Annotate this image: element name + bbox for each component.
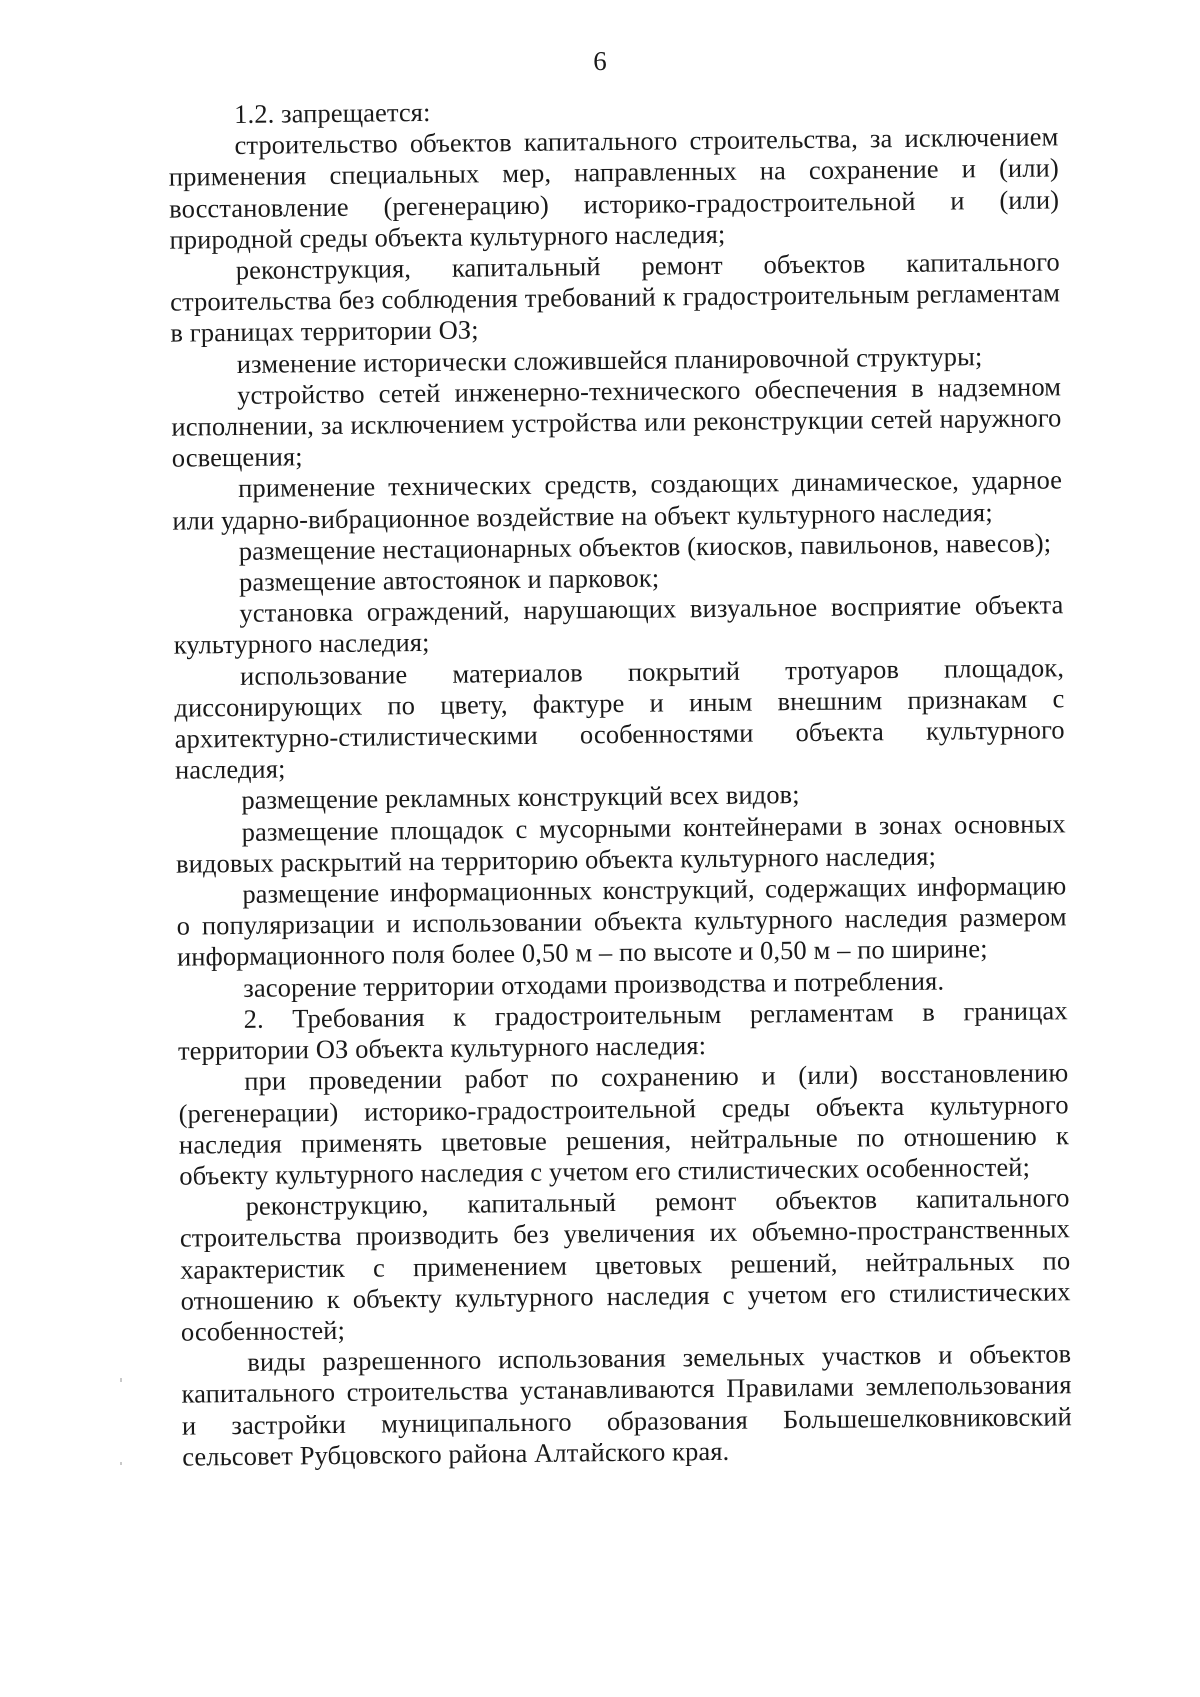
paragraph-color-solutions: при проведении работ по сохранению и (или) восстановлению (регенерации) историко-градостроительной среды объекта культурного наследия применять цветовые решения, нейтральные по отношению к объекту культурного наследия с учетом его стилистических особенностей; [178, 1057, 1070, 1191]
paragraph-waste-containers: размещение площадок с мусорными контейнерами в зонах основных видовых раскрытий на территорию объекта культурного наследия; [175, 807, 1066, 879]
paragraph-non-stationary-objects: размещение нестационарных объектов (киосков, павильонов, навесов); [238, 527, 1052, 566]
page-number: 6 [593, 46, 607, 76]
paragraph-permitted-use: виды разрешенного использования земельных участков и объектов капитального строительства устанавливаются Правилами землепользования и застройки муниципального образования Большешелковниковский сельсовет Рубцовского района Алтайского края. [181, 1338, 1073, 1472]
paragraph-information-structures: размещение информационных конструкций, содержащих информацию о популяризации и использовании объекта культурного наследия размером информационного поля более 0,50 м – по высоте и 0,50 м – по ширине; [176, 870, 1067, 973]
paragraph-planning-structure: изменение исторически сложившейся планировочной структуры; [236, 340, 983, 379]
paragraph-paving-materials: использование материалов покрытий тротуаров площадок, диссонирующих по цвету, фактуре и иным внешним признакам с архитектурно-стилистическими особенностями объекта культурного наследия; [174, 651, 1065, 785]
paragraph-advertising: размещение рекламных конструкций всех видов; [241, 779, 800, 816]
paragraph-littering: засорение территории отходами производства и потребления. [243, 965, 945, 1003]
paragraph-reconstruction-volume: реконструкцию, капитальный ремонт объектов капитального строительства производить без увеличения их объемно-пространственных характеристик с применением цветовых решений, нейтральных по отношению к объекту культурного наследия с учетом его стилистических особенностей; [179, 1182, 1071, 1347]
paragraph-capital-construction: строительство объектов капитального строительства, за исключением применения специальных мер, направленных на сохранение и (или) восстановление (регенерацию) историко-градостроительной и (или) природной среды объекта культурного наследия; [168, 121, 1060, 255]
paragraph-1-2-prohibited: 1.2. запрещается: [234, 96, 431, 129]
paragraph-fences: установка ограждений, нарушающих визуальное восприятие объекта культурного наследия; [173, 589, 1064, 661]
paragraph-engineering-networks: устройство сетей инженерно-технического обеспечения в надземном исполнении, за исключением устройства или реконструкции сетей наружного освещения; [171, 371, 1062, 473]
paragraph-reconstruction: реконструкция, капитальный ремонт объектов капитального строительства без соблюдения требований к градостроительным регламентам в границах территории ОЗ; [169, 246, 1061, 349]
scan-speck [120, 1378, 122, 1382]
paragraph-technical-means: применение технических средств, создающих динамическое, ударное или ударно-вибрационное воздействие на объект культурного наследия; [172, 464, 1063, 536]
paragraph-parking: размещение автостоянок и парковок; [238, 562, 660, 597]
paragraph-2-requirements: 2. Требования к градостроительным регламентам в границах территории ОЗ объекта культурного наследия: [177, 995, 1068, 1066]
scan-speck [120, 1462, 122, 1465]
document-body [168, 90, 1072, 1472]
